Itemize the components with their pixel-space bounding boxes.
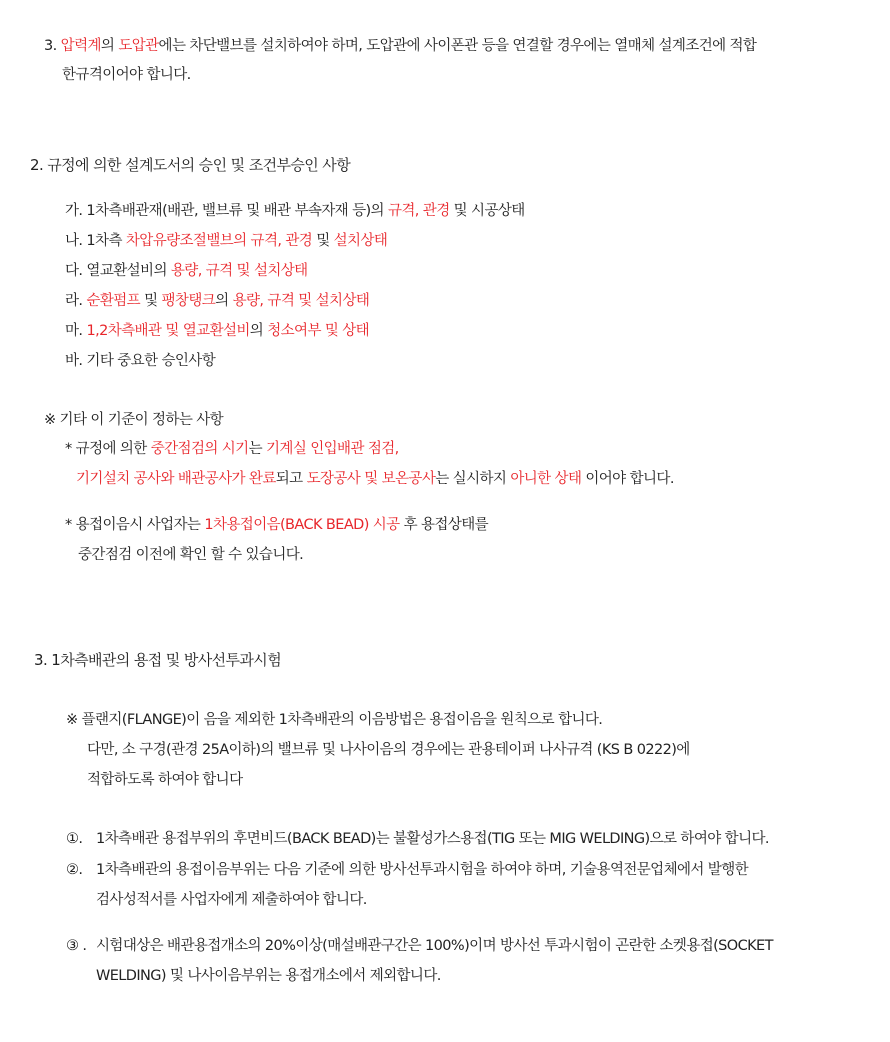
section-2-item-da xyxy=(65,261,308,281)
text-segment: 후 용접상태를 xyxy=(399,517,489,533)
text-segment: * 용접이음시 사업자는 xyxy=(65,517,205,533)
section-3-note-line-1: ※ 플랜지(FLANGE)이 음을 제외한 1차측배관의 이음방법은 용접이음을 원칙으로 합니다. xyxy=(66,712,603,728)
text-segment: 에는 차단밸브를 설치하여야 하며, 도압관에 사이폰관 등을 연결할 경우에는 열매체 설계조건에 적합 xyxy=(158,38,757,54)
highlighted-text: 팽창탱크 xyxy=(161,293,216,309)
highlighted-text: 설치상태 xyxy=(333,233,388,249)
section-3-note-line-2: 다만, 소 구경(관경 25A이하)의 밸브류 및 나사이음의 경우에는 관용테이퍼 나사규격 (KS B 0222)에 xyxy=(87,742,690,758)
highlighted-text: 규격, 관경 xyxy=(387,203,450,219)
section-2-note-title: ※ 기타 이 기준이 정하는 사항 xyxy=(44,412,224,428)
intro-line-1 xyxy=(44,36,756,56)
highlighted-text: 도장공사 및 보온공사 xyxy=(306,471,436,487)
text-segment: 의 xyxy=(249,323,268,339)
highlighted-text: 순환펌프 xyxy=(86,293,141,309)
section-3-item-3-line-1: 시험대상은 배관용접개소의 20%이상(매설배관구간은 100%)이며 방사선 투과시험이 곤란한 소켓용접(SOCKET xyxy=(96,938,773,954)
text-segment: * 규정에 의한 xyxy=(65,441,151,457)
highlighted-text: 1,2차측배관 및 열교환설비 xyxy=(86,323,250,339)
intro-line-2 xyxy=(62,65,191,85)
text-segment: 는 xyxy=(248,441,266,457)
text-segment: 및 xyxy=(312,233,334,249)
section-3-item-2-line-2: 검사성적서를 사업자에게 제출하여야 합니다. xyxy=(96,892,367,908)
text-segment: 의 xyxy=(100,38,119,54)
highlighted-text: 도압관 xyxy=(118,38,159,54)
highlighted-text: 차압유량조절밸브의 규격, 관경 xyxy=(125,233,313,249)
highlighted-text: 용량, 규격 및 설치상태 xyxy=(232,293,370,309)
text-segment: 및 시공상태 xyxy=(449,203,525,219)
highlighted-text: 용량, 규격 및 설치상태 xyxy=(170,263,308,279)
section-2-item-na xyxy=(65,231,387,251)
section-3-item-3-line-2: WELDING) 및 나사이음부위는 용접개소에서 제외합니다. xyxy=(96,968,441,984)
section-2-item-ma xyxy=(65,321,369,341)
section-3-title: 3. 1차측배관의 용접 및 방사선투과시험 xyxy=(34,651,282,669)
highlighted-text: 아니한 상태 xyxy=(510,471,582,487)
section-3-item-3-number: ③ . xyxy=(66,938,87,954)
text-segment: 중간점검 이전에 확인 할 수 있습니다. xyxy=(78,547,304,563)
highlighted-text: 청소여부 및 상태 xyxy=(267,323,370,339)
text-segment: 바. 기타 중요한 승인사항 xyxy=(65,353,216,369)
text-segment: 라. xyxy=(65,293,87,309)
section-2-note1-line-2 xyxy=(76,469,674,489)
section-3-item-2-number: ②. xyxy=(66,862,83,878)
highlighted-text: 기계실 인입배관 점검, xyxy=(266,441,399,457)
text-segment: 이어야 합니다. xyxy=(581,471,674,487)
section-2-item-ra xyxy=(65,291,369,311)
section-2-note2-line-2 xyxy=(78,545,303,565)
text-segment: 다. 열교환설비의 xyxy=(65,263,171,279)
section-2-title: 2. 규정에 의한 설계도서의 승인 및 조건부승인 사항 xyxy=(30,156,351,174)
section-3-item-2-line-1: 1차측배관의 용접이음부위는 다음 기준에 의한 방사선투과시험을 하여야 하며, 기술용역전문업체에서 발행한 xyxy=(96,862,749,878)
text-segment: 의 xyxy=(215,293,233,309)
text-segment: 3. xyxy=(44,38,61,54)
section-3-note-line-3: 적합하도록 하여야 합니다 xyxy=(87,772,243,788)
text-segment: 되고 xyxy=(275,471,307,487)
section-2-note2-line-1 xyxy=(65,515,488,535)
text-segment: 한규격이어야 합니다. xyxy=(62,67,191,83)
section-2-item-ba xyxy=(65,351,215,371)
section-2-note1-line-1 xyxy=(65,439,399,459)
section-3-item-1-line-1: 1차측배관 용접부위의 후면비드(BACK BEAD)는 불활성가스용접(TIG 또는 MIG WELDING)으로 하여야 합니다. xyxy=(96,831,769,847)
highlighted-text: 1차용접이음(BACK BEAD) 시공 xyxy=(204,517,400,533)
text-segment: 는 실시하지 xyxy=(435,471,511,487)
highlighted-text: 중간점검의 시기 xyxy=(150,441,249,457)
text-segment: 마. xyxy=(65,323,87,339)
section-3-item-1-number: ①. xyxy=(66,831,83,847)
highlighted-text: 압력계 xyxy=(60,38,101,54)
text-segment: 및 xyxy=(140,293,162,309)
text-segment: 나. 1차측 xyxy=(65,233,126,249)
highlighted-text: 기기설치 공사와 배관공사가 완료 xyxy=(76,471,276,487)
section-2-item-ga xyxy=(65,201,525,221)
text-segment: 가. 1차측배관재(배관, 밸브류 및 배관 부속자재 등)의 xyxy=(65,203,388,219)
